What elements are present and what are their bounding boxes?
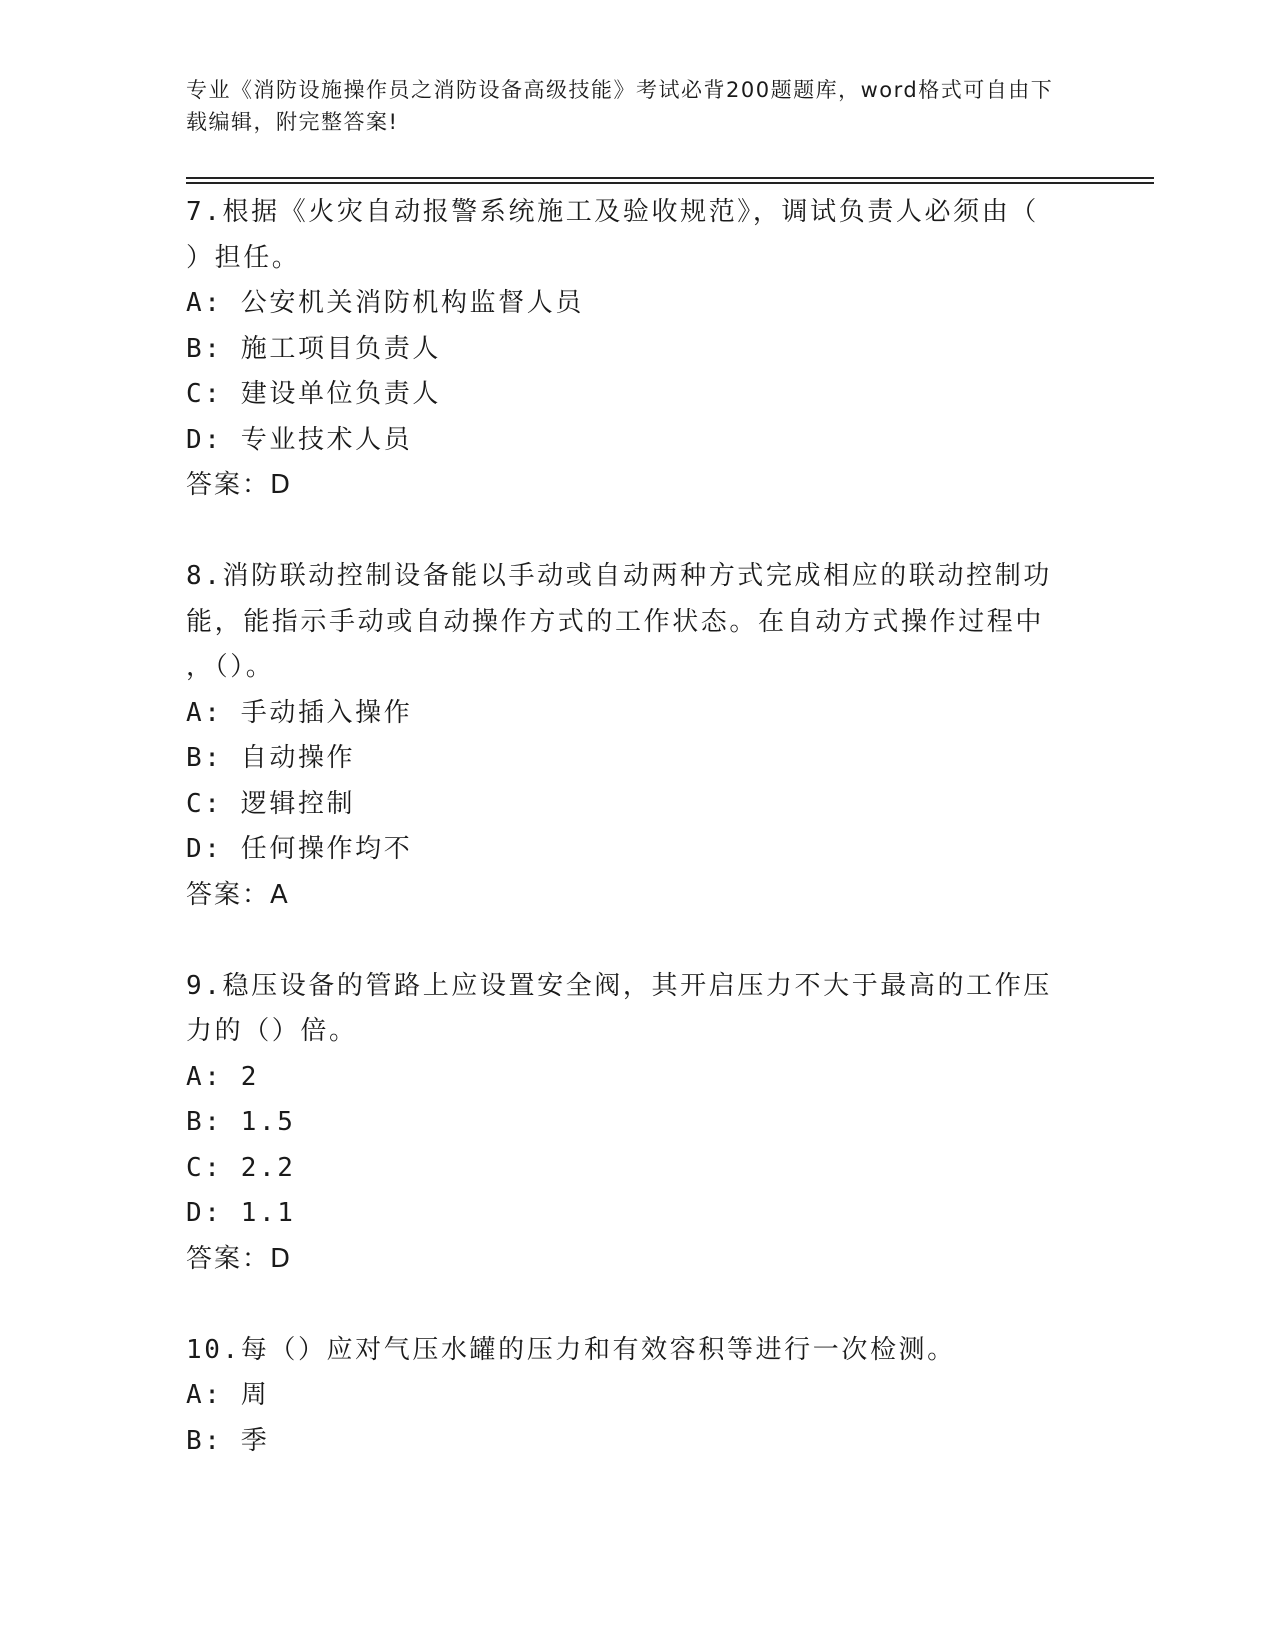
option-a: A: 公安机关消防机构监督人员 bbox=[186, 288, 584, 318]
option-d: D: 1.1 bbox=[186, 1198, 296, 1228]
question-stem-line: 能，能指示手动或自动操作方式的工作状态。在自动方式操作过程中 bbox=[186, 606, 1045, 637]
option-c: C: 逻辑控制 bbox=[186, 788, 356, 819]
spacer bbox=[186, 918, 1086, 964]
answer-line bbox=[186, 463, 1086, 509]
option-a: A: 2 bbox=[186, 1061, 260, 1092]
answer-label: 答案： bbox=[186, 1243, 271, 1274]
option-b: B: 1.5 bbox=[186, 1107, 296, 1137]
question-10 bbox=[186, 1328, 1086, 1465]
question-stem-line: 10.每（）应对气压水罐的压力和有效容积等进行一次检测。 bbox=[186, 1334, 956, 1365]
question-stem-line: 8.消防联动控制设备能以手动或自动两种方式完成相应的联动控制功 bbox=[186, 561, 1052, 591]
option-b: B: 施工项目负责人 bbox=[186, 333, 441, 364]
question-stem-line: ，（）。 bbox=[186, 652, 275, 682]
answer-line bbox=[186, 873, 1086, 919]
question-8 bbox=[186, 554, 1086, 918]
question-stem-line: ）担任。 bbox=[186, 242, 301, 273]
header-divider-top bbox=[186, 177, 1154, 179]
question-9 bbox=[186, 964, 1086, 1283]
option-d: D: 任何操作均不 bbox=[186, 834, 413, 864]
spacer bbox=[186, 509, 1086, 555]
answer-line bbox=[186, 1237, 1086, 1283]
option-d: D: 专业技术人员 bbox=[186, 424, 413, 455]
option-b: B: 自动操作 bbox=[186, 743, 356, 773]
answer-label: 答案： bbox=[186, 879, 271, 910]
option-a: A: 手动插入操作 bbox=[186, 697, 413, 728]
question-stem-line: 7.根据《火灾自动报警系统施工及验收规范》，调试负责人必须由（ bbox=[186, 197, 1039, 227]
question-stem-line: 9.稳压设备的管路上应设置安全阀，其开启压力不大于最高的工作压 bbox=[186, 970, 1052, 1001]
spacer bbox=[186, 1282, 1086, 1328]
option-a: A: 周 bbox=[186, 1380, 270, 1410]
question-7 bbox=[186, 190, 1086, 509]
answer-value: D bbox=[270, 1243, 292, 1274]
header-divider-bottom bbox=[186, 182, 1154, 184]
answer-label: 答案： bbox=[186, 470, 271, 500]
answer-value: D bbox=[270, 470, 292, 500]
question-stem-line: 力的（）倍。 bbox=[186, 1016, 358, 1046]
option-c: C: 建设单位负责人 bbox=[186, 379, 441, 409]
option-b: B: 季 bbox=[186, 1425, 270, 1456]
question-list bbox=[186, 190, 1086, 1464]
document-header: 专业《消防设施操作员之消防设备高级技能》考试必背200题题库，word格式可自由下载编辑，附完整答案! bbox=[186, 78, 1054, 134]
answer-value: A bbox=[270, 879, 289, 910]
option-c: C: 2.2 bbox=[186, 1152, 296, 1183]
